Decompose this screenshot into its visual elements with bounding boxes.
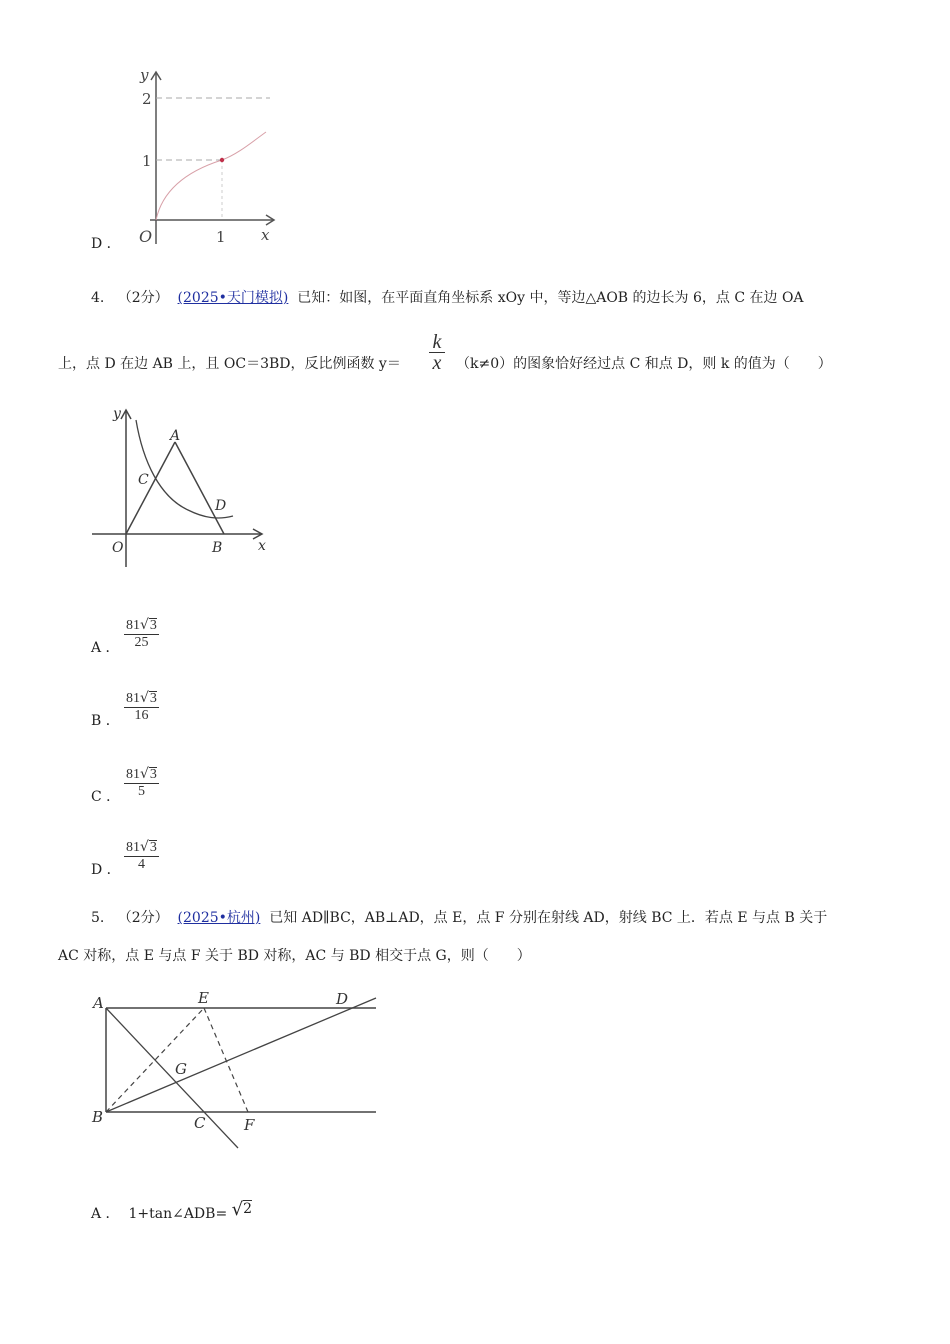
origin-label: O <box>139 227 153 246</box>
q4-option-b-value: $\frac{81√3}{16}$ <box>126 690 157 723</box>
label-b: B <box>212 540 223 556</box>
side-oa <box>126 442 175 534</box>
q4-option-a-value: $\frac{81√3}{25}$ <box>126 617 157 650</box>
q4-option-d-label: D ． <box>91 862 121 878</box>
label-o: O <box>112 540 124 556</box>
label-d: D <box>215 498 227 514</box>
y-label: y <box>140 66 149 84</box>
label-g: G <box>175 1060 187 1078</box>
side-ab <box>175 442 227 534</box>
point-1-1 <box>220 158 224 162</box>
tick-y1: 1 <box>142 152 152 170</box>
q4-number: 4. <box>91 290 105 306</box>
q4-option-d-value: $\frac{81√3}{4}$ <box>126 839 157 872</box>
q4-option-a-label: A ． <box>91 640 120 656</box>
label-a: A <box>93 994 104 1012</box>
option-d-label: D ． <box>91 236 121 252</box>
label-x: x <box>258 538 266 554</box>
q5-figure <box>88 990 380 1152</box>
label-b: B <box>92 1108 104 1126</box>
q4-option-c-value: $\frac{81√3}{5}$ <box>126 766 157 799</box>
tick-y2: 2 <box>142 90 152 108</box>
option-d-graph <box>128 64 278 249</box>
sqrt-symbol: √ <box>231 1199 244 1220</box>
q5-number: 5. <box>91 910 105 926</box>
line-ac <box>106 1008 238 1148</box>
q5-option-a-radicand: 2 <box>243 1201 253 1217</box>
q5-text-line2: AC 对称，点 E 与点 F 关于 BD 对称，AC 与 BD 相交于点 G，则（ ） <box>58 948 531 964</box>
curve <box>156 132 266 220</box>
q4-option-b-label: B ． <box>91 713 120 729</box>
label-a: A <box>170 428 181 444</box>
label-c: C <box>138 472 149 488</box>
q5-source-link[interactable]: (2025•杭州) <box>177 910 261 926</box>
label-e: E <box>198 990 209 1007</box>
q4-text-line1: 已知：如图，在平面直角坐标系 xOy 中，等边△AOB 的边长为 6，点 C 在边 OA <box>297 290 804 306</box>
dashed-ef <box>204 1008 248 1112</box>
q4-line1 <box>91 288 804 308</box>
q4-source-link[interactable]: (2025•天门模拟) <box>177 290 289 306</box>
q4-fraction-k-over-x <box>429 332 445 373</box>
q5-score: （2分） <box>117 910 169 926</box>
q4-option-c-label: C ． <box>91 789 121 805</box>
label-f: F <box>244 1116 255 1134</box>
fraction-numerator: k <box>429 332 445 353</box>
q4-score: （2分） <box>117 290 169 306</box>
q4-figure <box>88 402 278 574</box>
label-y: y <box>113 406 121 422</box>
x-label: x <box>261 226 270 244</box>
q5-option-a-text: 1+tan∠ADB= <box>128 1206 228 1222</box>
q5-option-a <box>91 1199 253 1224</box>
q4-text-line2a: 上，点 D 在边 AB 上，且 OC＝3BD，反比例函数 y＝ <box>58 356 401 372</box>
q5-option-a-label: A ． <box>91 1206 120 1222</box>
q5-text-line1: 已知 AD∥BC，AB⊥AD，点 E，点 F 分别在射线 AD，射线 BC 上．若点 E 与点 B 关于 <box>269 910 828 926</box>
label-c: C <box>194 1114 206 1132</box>
label-d: D <box>336 990 349 1008</box>
tick-x1: 1 <box>216 228 226 246</box>
q4-text-line2b: （k≠0）的图象恰好经过点 C 和点 D，则 k 的值为（ ） <box>456 356 832 372</box>
fraction-denominator: x <box>432 352 442 374</box>
q5-line1 <box>91 908 827 928</box>
